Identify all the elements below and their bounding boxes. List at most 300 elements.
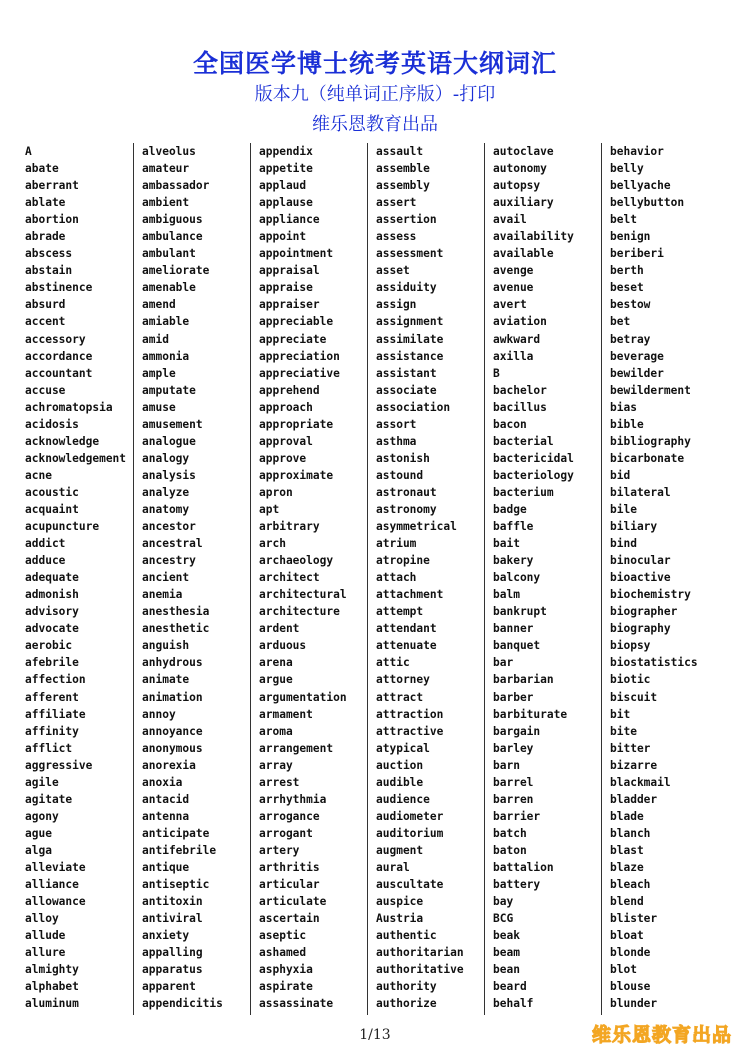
word-entry: afferent [25, 690, 79, 704]
document-subtitle: 版本九（纯单词正序版）-打印 [254, 84, 496, 105]
word-entry: allowance [25, 895, 86, 909]
word-entry: assess [376, 230, 417, 244]
word-entry: aseptic [259, 929, 307, 943]
word-entry: alliance [25, 878, 79, 892]
word-entry: beriberi [610, 247, 664, 261]
word-entry: auction [376, 758, 424, 772]
word-entry: avenue [493, 281, 534, 295]
word-entry: arch [259, 537, 286, 551]
word-entry: ambiguous [142, 213, 203, 227]
word-entry: arrogance [259, 809, 320, 823]
word-entry: anoxia [142, 775, 183, 789]
word-entry: battery [493, 878, 541, 892]
word-entry: bible [610, 417, 644, 431]
word-entry: amiable [142, 315, 190, 329]
word-entry: ablate [25, 196, 66, 210]
word-entry: belt [610, 213, 637, 227]
word-entry: abscess [25, 247, 73, 261]
word-entry: abstinence [25, 281, 93, 295]
word-entry: blouse [610, 980, 651, 994]
word-entry: abrade [25, 230, 66, 244]
word-entry: ardent [259, 622, 300, 636]
word-entry: attractive [376, 724, 444, 738]
word-entry: blunder [610, 997, 658, 1011]
column-divider [601, 143, 602, 1015]
word-entry: appalling [142, 946, 203, 960]
word-entry: addict [25, 537, 66, 551]
column-divider [484, 143, 485, 1015]
word-entry: auscultate [376, 878, 444, 892]
word-entry: biscuit [610, 690, 658, 704]
word-entry: attraction [376, 707, 444, 721]
word-entry: arrogant [259, 826, 313, 840]
word-entry: beak [493, 929, 520, 943]
word-entry: adequate [25, 571, 79, 585]
word-entry: bizarre [610, 758, 658, 772]
word-entry: ample [142, 366, 176, 380]
word-entry: astronomy [376, 502, 437, 516]
word-entry: acoustic [25, 485, 79, 499]
word-entry: architectural [259, 588, 347, 602]
word-entry: bias [610, 400, 637, 414]
word-entry: assembly [376, 179, 430, 193]
word-entry: B [493, 366, 500, 380]
word-entry: axilla [493, 349, 534, 363]
word-entry: accessory [25, 332, 86, 346]
word-entry: bacterium [493, 485, 554, 499]
word-entry: biochemistry [610, 588, 691, 602]
word-entry: allure [25, 946, 66, 960]
word-entry: assert [376, 196, 417, 210]
word-entry: bibliography [610, 434, 691, 448]
word-entry: appendicitis [142, 997, 223, 1011]
word-entry: badge [493, 502, 527, 516]
word-entry: apprehend [259, 383, 320, 397]
word-entry: auspice [376, 895, 424, 909]
word-entry: anesthetic [142, 622, 210, 636]
word-entry: artery [259, 843, 300, 857]
word-entry: attendant [376, 622, 437, 636]
word-entry: bile [610, 502, 637, 516]
column-divider [133, 143, 134, 1015]
word-entry: apparatus [142, 963, 203, 977]
word-entry: appraise [259, 281, 313, 295]
publisher-name: 维乐恩教育出品 [312, 114, 438, 135]
word-entry: amateur [142, 162, 190, 176]
word-column [259, 143, 376, 1015]
word-entry: arbitrary [259, 520, 320, 534]
word-entry: beverage [610, 349, 664, 363]
word-entry: asset [376, 264, 410, 278]
word-entry: availability [493, 230, 574, 244]
word-entry: accent [25, 315, 66, 329]
word-entry: accuse [25, 383, 66, 397]
word-entry: assessment [376, 247, 444, 261]
word-entry: acupuncture [25, 520, 100, 534]
word-entry: auxiliary [493, 196, 554, 210]
page-number: 1/13 [359, 1027, 391, 1043]
word-entry: behalf [493, 997, 534, 1011]
word-column [25, 143, 142, 1015]
word-entry: assistance [376, 349, 444, 363]
word-entry: baton [493, 843, 527, 857]
word-entry: admonish [25, 588, 79, 602]
word-entry: astronaut [376, 485, 437, 499]
word-entry: blanch [610, 826, 651, 840]
word-entry: binocular [610, 554, 671, 568]
word-entry: authoritative [376, 963, 464, 977]
word-entry: bewilderment [610, 383, 691, 397]
word-entry: aerobic [25, 639, 73, 653]
word-entry: amenable [142, 281, 196, 295]
word-entry: analyze [142, 485, 190, 499]
word-entry: animation [142, 690, 203, 704]
word-entry: assort [376, 417, 417, 431]
word-entry: appoint [259, 230, 307, 244]
word-entry: bit [610, 707, 631, 721]
word-entry: adduce [25, 554, 66, 568]
word-entry: blonde [610, 946, 651, 960]
word-entry: authoritarian [376, 946, 464, 960]
word-entry: anesthesia [142, 605, 210, 619]
word-entry: animate [142, 673, 190, 687]
word-entry: astonish [376, 451, 430, 465]
word-entry: arrangement [259, 741, 334, 755]
word-entry: amusement [142, 417, 203, 431]
word-entry: behavior [610, 145, 664, 158]
word-entry: approve [259, 451, 307, 465]
word-entry: abstain [25, 264, 73, 278]
word-entry: absurd [25, 298, 66, 312]
document-title: 全国医学博士统考英语大纲词汇 [192, 49, 557, 78]
word-entry: approximate [259, 468, 334, 482]
word-entry: aviation [493, 315, 547, 329]
word-entry: Austria [376, 912, 424, 926]
word-entry: analogue [142, 434, 196, 448]
word-entry: alga [25, 843, 52, 857]
word-entry: atrium [376, 537, 417, 551]
word-entry: bacteriology [493, 468, 574, 482]
word-entry: ambulant [142, 247, 196, 261]
word-entry: astound [376, 468, 424, 482]
word-entry: atropine [376, 554, 430, 568]
word-entry: affection [25, 673, 86, 687]
word-entry: annoyance [142, 724, 203, 738]
word-entry: applause [259, 196, 313, 210]
word-entry: blend [610, 895, 644, 909]
word-entry: appreciation [259, 349, 340, 363]
word-entry: bewilder [610, 366, 664, 380]
word-list-columns [22, 143, 728, 1015]
word-entry: barrel [493, 775, 534, 789]
word-entry: assignment [376, 315, 444, 329]
word-entry: acne [25, 468, 52, 482]
word-entry: achromatopsia [25, 400, 113, 414]
word-entry: affiliate [25, 707, 86, 721]
word-entry: ancient [142, 571, 190, 585]
word-entry: appropriate [259, 417, 334, 431]
word-entry: bacterial [493, 434, 554, 448]
word-entry: bacon [493, 417, 527, 431]
word-entry: bachelor [493, 383, 547, 397]
word-entry: appetite [259, 162, 313, 176]
word-entry: anonymous [142, 741, 203, 755]
word-entry: ashamed [259, 946, 307, 960]
word-entry: bestow [610, 298, 651, 312]
word-entry: barley [493, 741, 534, 755]
word-column [493, 143, 610, 1015]
word-entry: berth [610, 264, 644, 278]
word-entry: attenuate [376, 639, 437, 653]
word-entry: authentic [376, 929, 437, 943]
word-entry: analogy [142, 451, 190, 465]
word-entry: bakery [493, 554, 534, 568]
word-entry: amend [142, 298, 176, 312]
word-entry: assign [376, 298, 417, 312]
word-entry: available [493, 247, 554, 261]
word-entry: bellybutton [610, 196, 685, 210]
word-entry: agony [25, 809, 59, 823]
word-entry: avenge [493, 264, 534, 278]
word-entry: beam [493, 946, 520, 960]
word-column [142, 143, 259, 1015]
word-entry: augment [376, 843, 424, 857]
word-entry: arrest [259, 775, 300, 789]
word-entry: appreciative [259, 366, 340, 380]
word-entry: amuse [142, 400, 176, 414]
word-entry: array [259, 758, 293, 772]
word-entry: agile [25, 775, 59, 789]
word-entry: assistant [376, 366, 437, 380]
word-entry: baffle [493, 520, 534, 534]
word-entry: audience [376, 792, 430, 806]
word-entry: A [25, 145, 32, 158]
word-entry: bicarbonate [610, 451, 685, 465]
word-entry: afebrile [25, 656, 79, 670]
word-entry: appendix [259, 145, 313, 158]
word-entry: betray [610, 332, 651, 346]
word-entry: apt [259, 502, 280, 516]
word-entry: authority [376, 980, 437, 994]
word-entry: acidosis [25, 417, 79, 431]
word-entry: afflict [25, 741, 73, 755]
word-entry: antique [142, 860, 190, 874]
word-entry: BCG [493, 912, 514, 926]
word-entry: bioactive [610, 571, 671, 585]
word-entry: archaeology [259, 554, 334, 568]
word-entry: approach [259, 400, 313, 414]
word-entry: auditorium [376, 826, 444, 840]
word-entry: ameliorate [142, 264, 210, 278]
word-entry: alleviate [25, 860, 86, 874]
word-entry: acknowledgement [25, 451, 127, 465]
word-entry: awkward [493, 332, 541, 346]
word-entry: bargain [493, 724, 541, 738]
word-entry: bilateral [610, 485, 671, 499]
word-entry: applaud [259, 179, 307, 193]
word-entry: bite [610, 724, 637, 738]
word-entry: assiduity [376, 281, 437, 295]
word-entry: assault [376, 145, 424, 158]
word-entry: ague [25, 826, 52, 840]
word-entry: audible [376, 775, 424, 789]
word-entry: bar [493, 656, 514, 670]
word-entry: bind [610, 537, 637, 551]
word-entry: appraisal [259, 264, 320, 278]
word-entry: blade [610, 809, 644, 823]
word-entry: alloy [25, 912, 59, 926]
word-entry: annoy [142, 707, 176, 721]
word-entry: approval [259, 434, 313, 448]
word-entry: advisory [25, 605, 79, 619]
word-entry: biostatistics [610, 656, 698, 670]
word-entry: architecture [259, 605, 340, 619]
column-divider [367, 143, 368, 1015]
word-entry: apparent [142, 980, 196, 994]
word-entry: ambient [142, 196, 190, 210]
word-column [376, 143, 493, 1015]
word-entry: assemble [376, 162, 430, 176]
word-entry: armament [259, 707, 313, 721]
word-entry: anguish [142, 639, 190, 653]
word-entry: battalion [493, 860, 554, 874]
word-entry: antacid [142, 792, 190, 806]
word-entry: authorize [376, 997, 437, 1011]
word-entry: argue [259, 673, 293, 687]
word-entry: abortion [25, 213, 79, 227]
word-entry: banquet [493, 639, 541, 653]
word-entry: aural [376, 860, 410, 874]
word-entry: anticipate [142, 826, 210, 840]
word-entry: blister [610, 912, 658, 926]
word-entry: bloat [610, 929, 644, 943]
word-entry: audiometer [376, 809, 444, 823]
column-divider [250, 143, 251, 1015]
word-entry: barren [493, 792, 534, 806]
word-entry: ambassador [142, 179, 210, 193]
word-entry: alveolus [142, 145, 196, 158]
word-entry: ascertain [259, 912, 320, 926]
word-entry: benign [610, 230, 651, 244]
word-entry: almighty [25, 963, 79, 977]
word-entry: antifebrile [142, 843, 217, 857]
word-entry: aspirate [259, 980, 313, 994]
word-entry: antiviral [142, 912, 203, 926]
word-entry: anhydrous [142, 656, 203, 670]
watermark-logo: 维乐恩教育出品 [591, 1024, 732, 1046]
word-entry: antiseptic [142, 878, 210, 892]
word-entry: blaze [610, 860, 644, 874]
word-entry: bladder [610, 792, 658, 806]
word-entry: appraiser [259, 298, 320, 312]
word-entry: asphyxia [259, 963, 313, 977]
word-entry: acquaint [25, 502, 79, 516]
word-entry: associate [376, 383, 437, 397]
word-entry: biopsy [610, 639, 651, 653]
word-entry: antitoxin [142, 895, 203, 909]
word-entry: articular [259, 878, 320, 892]
word-entry: acknowledge [25, 434, 100, 448]
word-entry: assassinate [259, 997, 334, 1011]
word-entry: asthma [376, 434, 417, 448]
word-entry: aberrant [25, 179, 79, 193]
word-entry: aluminum [25, 997, 79, 1011]
word-entry: balcony [493, 571, 541, 585]
word-entry: advocate [25, 622, 79, 636]
word-entry: aggressive [25, 758, 93, 772]
word-entry: biliary [610, 520, 658, 534]
word-entry: antenna [142, 809, 190, 823]
word-entry: arrhythmia [259, 792, 327, 806]
word-entry: bellyache [610, 179, 671, 193]
word-entry: ancestry [142, 554, 196, 568]
word-entry: attorney [376, 673, 430, 687]
word-entry: anatomy [142, 502, 190, 516]
word-entry: barbiturate [493, 707, 568, 721]
word-column [610, 143, 727, 1015]
word-entry: accordance [25, 349, 93, 363]
word-entry: ammonia [142, 349, 190, 363]
word-entry: bitter [610, 741, 651, 755]
word-entry: arduous [259, 639, 307, 653]
word-entry: autonomy [493, 162, 547, 176]
word-entry: appliance [259, 213, 320, 227]
word-entry: banner [493, 622, 534, 636]
word-entry: anorexia [142, 758, 196, 772]
word-entry: ambulance [142, 230, 203, 244]
word-entry: beard [493, 980, 527, 994]
word-entry: aroma [259, 724, 293, 738]
word-entry: blot [610, 963, 637, 977]
word-entry: barber [493, 690, 534, 704]
word-entry: articulate [259, 895, 327, 909]
word-entry: ancestral [142, 537, 203, 551]
word-entry: attempt [376, 605, 424, 619]
word-entry: bacillus [493, 400, 547, 414]
word-entry: asymmetrical [376, 520, 457, 534]
word-entry: ancestor [142, 520, 196, 534]
word-entry: bleach [610, 878, 651, 892]
word-entry: biotic [610, 673, 651, 687]
word-entry: affinity [25, 724, 79, 738]
word-entry: apron [259, 485, 293, 499]
word-entry: balm [493, 588, 520, 602]
word-entry: assimilate [376, 332, 444, 346]
word-entry: barn [493, 758, 520, 772]
word-entry: bait [493, 537, 520, 551]
word-entry: belly [610, 162, 644, 176]
word-entry: argumentation [259, 690, 347, 704]
word-entry: attachment [376, 588, 444, 602]
word-entry: accountant [25, 366, 93, 380]
word-entry: architect [259, 571, 320, 585]
word-entry: autopsy [493, 179, 541, 193]
word-entry: allude [25, 929, 66, 943]
word-entry: bid [610, 468, 631, 482]
word-entry: bean [493, 963, 520, 977]
word-entry: association [376, 400, 451, 414]
word-entry: assertion [376, 213, 437, 227]
word-entry: avert [493, 298, 527, 312]
word-entry: atypical [376, 741, 430, 755]
word-entry: barbarian [493, 673, 554, 687]
word-entry: batch [493, 826, 527, 840]
word-entry: blackmail [610, 775, 671, 789]
word-entry: anemia [142, 588, 183, 602]
word-entry: amid [142, 332, 169, 346]
word-entry: appreciable [259, 315, 334, 329]
word-entry: bet [610, 315, 631, 329]
